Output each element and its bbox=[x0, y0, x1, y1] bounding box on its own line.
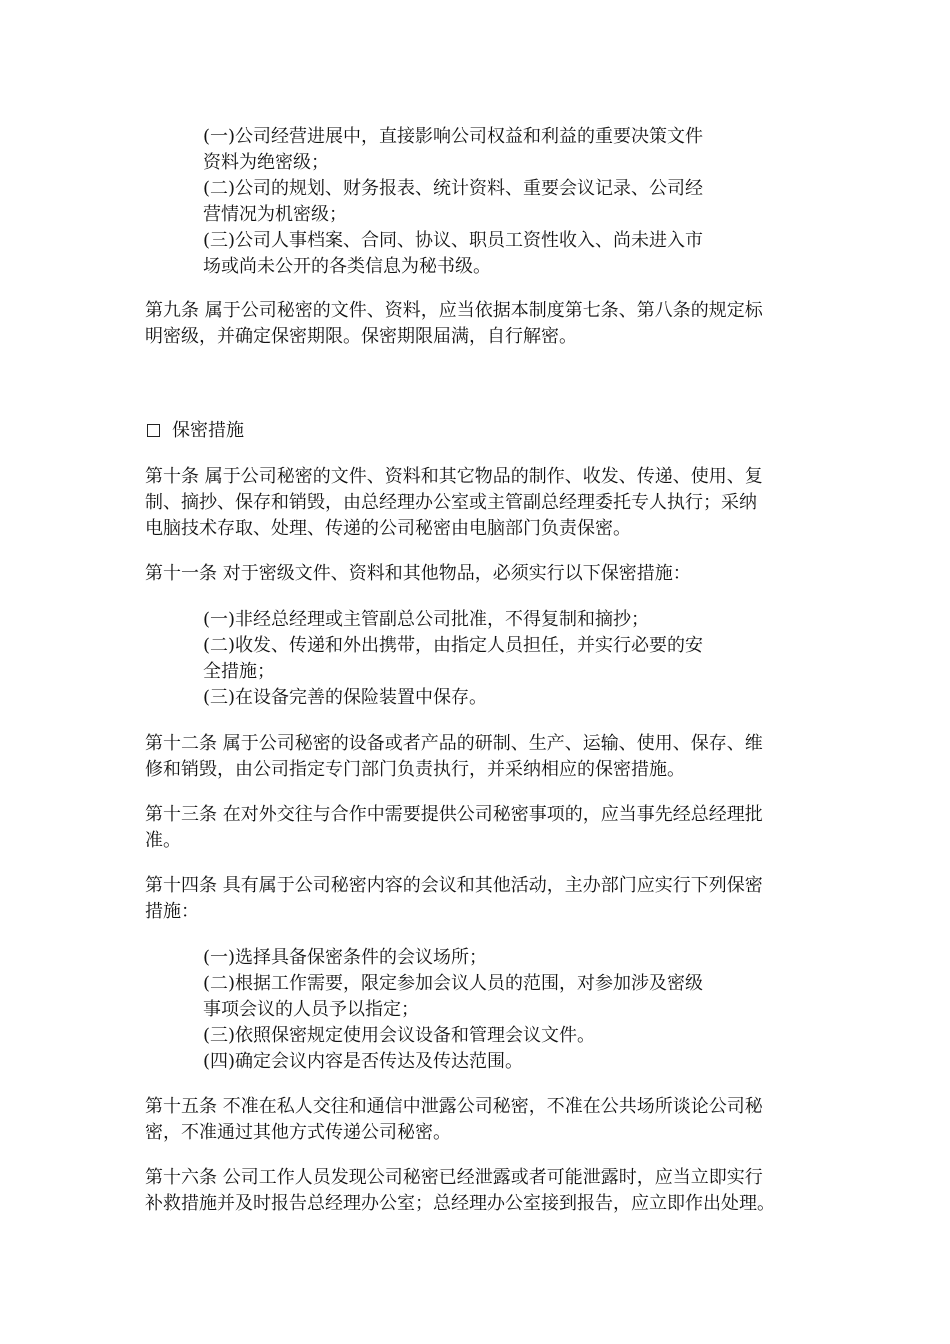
article-11-line-1: 第十一条 对于密级文件、资料和其他物品，必须实行以下保密措施： bbox=[145, 563, 691, 584]
list-item: (三)公司人事档案、合同、协议、职员工资性收入、尚未进入市 bbox=[203, 230, 704, 251]
section-heading: 保密措施 bbox=[172, 420, 244, 441]
article-14-line-2: 措施： bbox=[145, 901, 199, 922]
article-13-line-1: 第十三条 在对外交往与合作中需要提供公司秘密事项的，应当事先经总经理批 bbox=[145, 804, 763, 825]
article-9-line-1: 第九条 属于公司秘密的文件、资料，应当依据本制度第七条、第八条的规定标 bbox=[145, 300, 763, 321]
article-13-line-2: 准。 bbox=[145, 830, 181, 851]
article-10-line-2: 制、摘抄、保存和销毁，由总经理办公室或主管副总经理委托专人执行；采纳 bbox=[145, 492, 757, 513]
article-14-line-1: 第十四条 具有属于公司秘密内容的会议和其他活动，主办部门应实行下列保密 bbox=[145, 875, 763, 896]
list-item: (二)收发、传递和外出携带，由指定人员担任，并实行必要的安 bbox=[203, 635, 704, 656]
list-item-continuation: 资料为绝密级； bbox=[203, 152, 329, 173]
list-item-continuation: 营情况为机密级； bbox=[203, 204, 347, 225]
article-16-line-1: 第十六条 公司工作人员发现公司秘密已经泄露或者可能泄露时，应当立即实行 bbox=[145, 1167, 763, 1188]
article-12-line-2: 修和销毁，由公司指定专门部门负责执行，并采纳相应的保密措施。 bbox=[145, 759, 685, 780]
article-15-line-2: 密，不准通过其他方式传递公司秘密。 bbox=[145, 1122, 451, 1143]
list-item: (四)确定会议内容是否传达及传达范围。 bbox=[203, 1051, 524, 1072]
list-item-continuation: 事项会议的人员予以指定； bbox=[203, 999, 419, 1020]
article-10-line-1: 第十条 属于公司秘密的文件、资料和其它物品的制作、收发、传递、使用、复 bbox=[145, 466, 763, 487]
list-item: (三)在设备完善的保险装置中保存。 bbox=[203, 687, 488, 708]
list-item: (三)依照保密规定使用会议设备和管理会议文件。 bbox=[203, 1025, 596, 1046]
list-item-continuation: 场或尚未公开的各类信息为秘书级。 bbox=[203, 256, 491, 277]
checkbox-icon bbox=[147, 424, 160, 437]
list-item: (二)公司的规划、财务报表、统计资料、重要会议记录、公司经 bbox=[203, 178, 704, 199]
article-9-line-2: 明密级，并确定保密期限。保密期限届满，自行解密。 bbox=[145, 326, 577, 347]
article-15-line-1: 第十五条 不准在私人交往和通信中泄露公司秘密，不准在公共场所谈论公司秘 bbox=[145, 1096, 763, 1117]
list-item: (一)公司经营进展中，直接影响公司权益和利益的重要决策文件 bbox=[203, 126, 704, 147]
list-item: (二)根据工作需要，限定参加会议人员的范围，对参加涉及密级 bbox=[203, 973, 704, 994]
list-item-continuation: 全措施； bbox=[203, 661, 275, 682]
article-12-line-1: 第十二条 属于公司秘密的设备或者产品的研制、生产、运输、使用、保存、维 bbox=[145, 733, 763, 754]
list-item: (一)选择具备保密条件的会议场所； bbox=[203, 947, 488, 968]
article-10-line-3: 电脑技术存取、处理、传递的公司秘密由电脑部门负责保密。 bbox=[145, 518, 631, 539]
article-16-line-2: 补救措施并及时报告总经理办公室；总经理办公室接到报告，应立即作出处理。 bbox=[145, 1193, 775, 1214]
list-item: (一)非经总经理或主管副总公司批准，不得复制和摘抄； bbox=[203, 609, 650, 630]
